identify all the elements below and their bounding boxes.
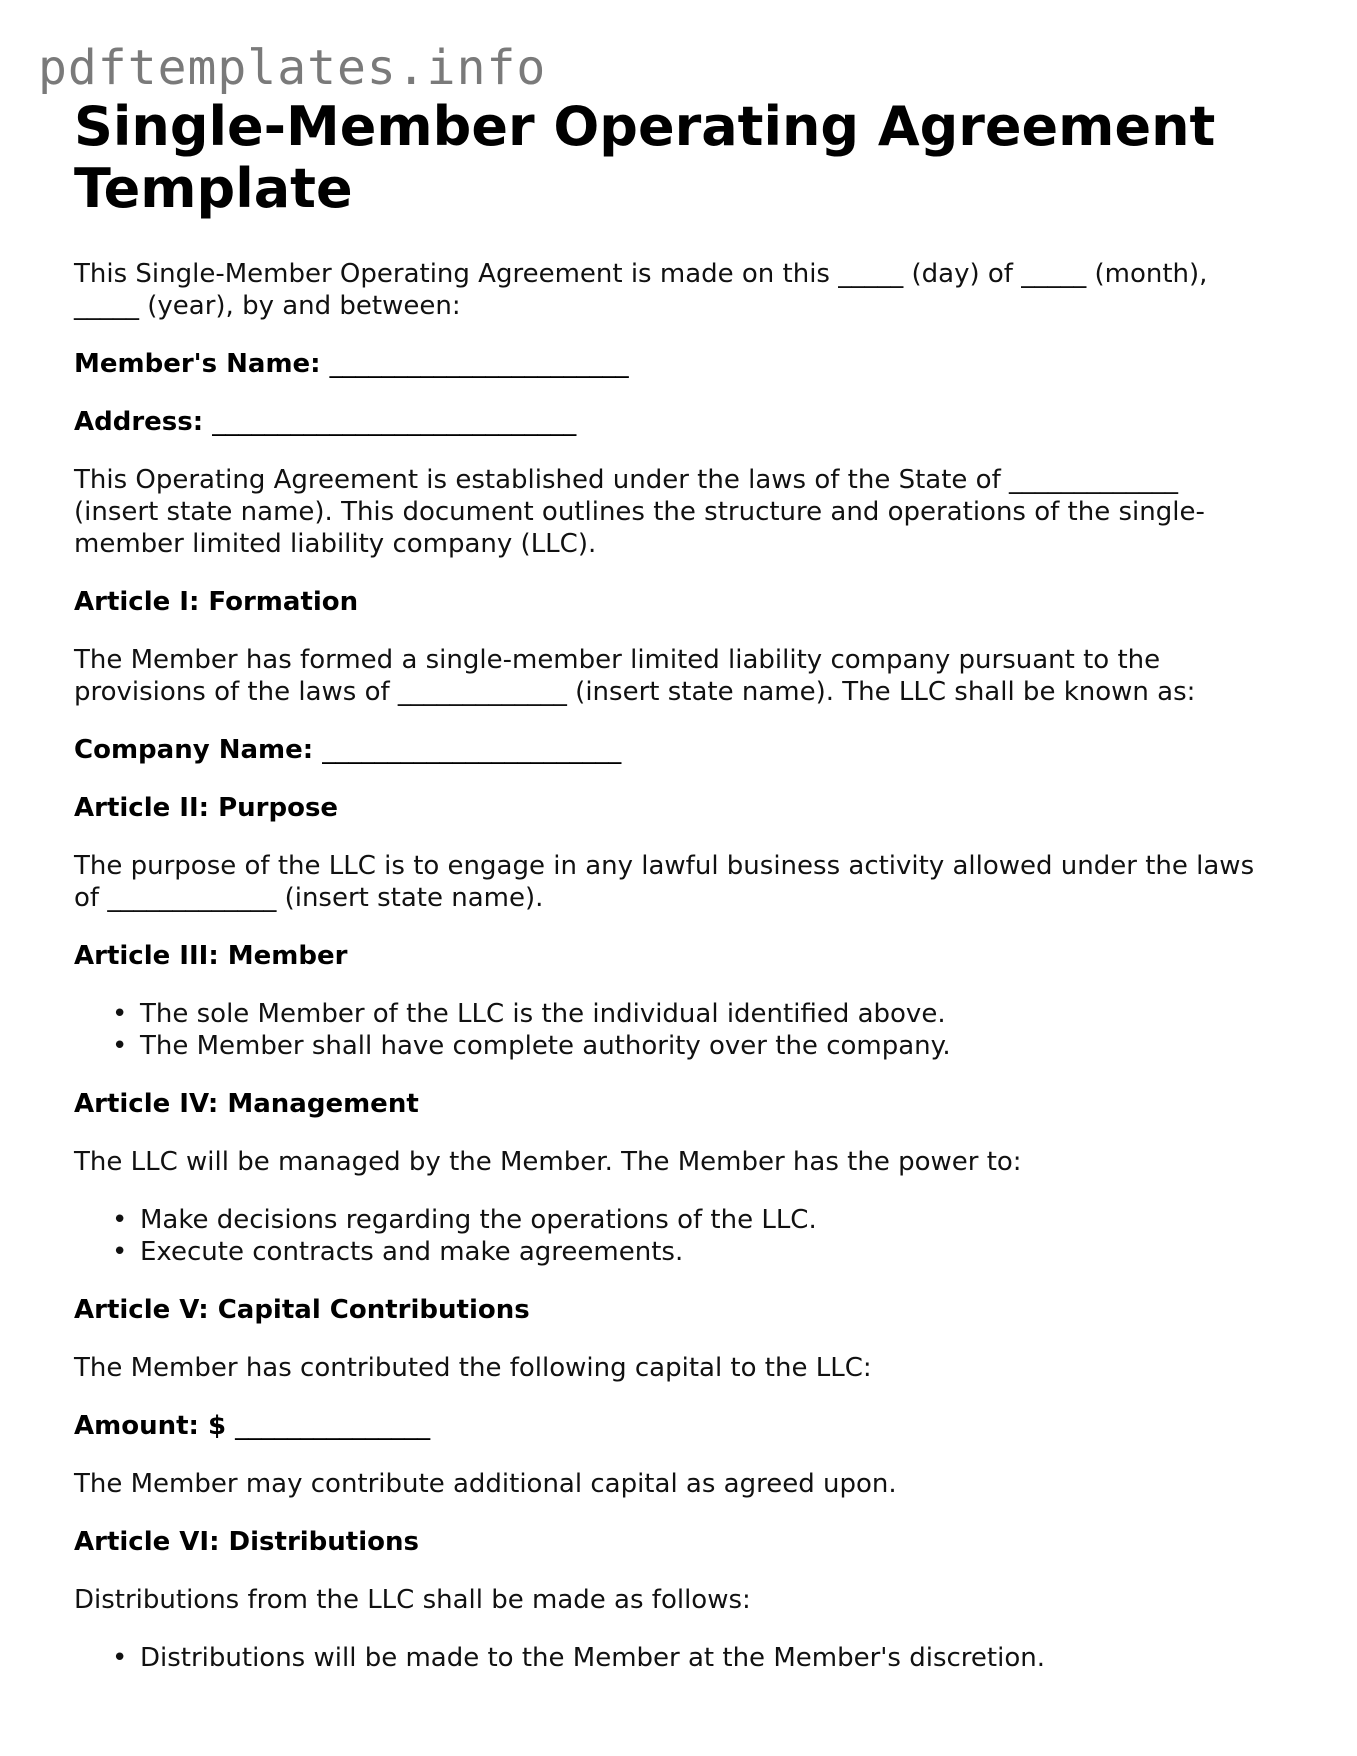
article-4-paragraph: The LLC will be managed by the Member. The Member has the power to: [74, 1147, 1022, 1177]
list-item-text: The Member shall have complete authority over the company. [140, 1031, 951, 1061]
title-line-1: Single-Member Operating Agreement [74, 95, 1216, 158]
address-blank: ____________________________ [212, 407, 577, 437]
article-5-paragraph: The Member has contributed the following capital to the LLC: [74, 1353, 872, 1383]
list-item-text: Distributions will be made to the Member at the Member's discretion. [140, 1643, 1045, 1673]
article-5-heading: Article V: Capital Contributions [74, 1295, 530, 1325]
article-6-list [74, 1642, 1274, 1674]
list-item [112, 1030, 1274, 1062]
law-line-2: (insert state name). This document outlines the structure and operations of the single- [74, 497, 1205, 527]
article-6-paragraph: Distributions from the LLC shall be made as follows: [74, 1585, 751, 1615]
article-2-paragraph [74, 850, 1274, 914]
article-3-list [74, 998, 1274, 1062]
address-label: Address: [74, 407, 204, 437]
governing-law-paragraph [74, 464, 1274, 560]
address-field [74, 406, 1274, 438]
article-1-paragraph [74, 644, 1274, 708]
bullet-icon: • [112, 999, 128, 1029]
law-line-3: member limited liability company (LLC). [74, 529, 597, 559]
article-2-heading: Article II: Purpose [74, 793, 339, 823]
bullet-icon: • [112, 1643, 128, 1673]
amount-blank: _______________ [235, 1411, 431, 1441]
article-4-list [74, 1204, 1274, 1268]
article-2-line-1: The purpose of the LLC is to engage in any lawful business activity allowed under the laws [74, 851, 1255, 881]
article-3-heading: Article III: Member [74, 941, 348, 971]
list-item [112, 1204, 1274, 1236]
company-name-label: Company Name: [74, 735, 314, 765]
company-name-field [74, 734, 1274, 766]
page-title [74, 96, 1274, 220]
article-4-heading: Article IV: Management [74, 1089, 419, 1119]
list-item [112, 998, 1274, 1030]
intro-line-1: This Single-Member Operating Agreement is made on this _____ (day) of _____ (month), [74, 259, 1208, 289]
article-1-line-1: The Member has formed a single-member limited liability company pursuant to the [74, 645, 1161, 675]
bullet-icon: • [112, 1031, 128, 1061]
bullet-icon: • [112, 1205, 128, 1235]
bullet-icon: • [112, 1237, 128, 1267]
company-name-blank: _______________________ [322, 735, 622, 765]
article-2-line-2: of _____________ (insert state name). [74, 883, 544, 913]
amount-field [74, 1410, 1274, 1442]
article-5-paragraph-2: The Member may contribute additional capital as agreed upon. [74, 1469, 897, 1499]
document-page [74, 96, 1274, 1674]
article-1-heading: Article I: Formation [74, 587, 359, 617]
intro-paragraph [74, 258, 1274, 322]
member-name-field [74, 348, 1274, 380]
list-item-text: The sole Member of the LLC is the individual identified above. [140, 999, 946, 1029]
title-line-2: Template [74, 157, 353, 220]
article-1-line-2: provisions of the laws of _____________ (insert state name). The LLC shall be known as: [74, 677, 1196, 707]
watermark-logo: pdftemplates.info [38, 40, 547, 96]
member-name-label: Member's Name: [74, 349, 321, 379]
member-name-blank: _______________________ [329, 349, 629, 379]
list-item [112, 1642, 1274, 1674]
list-item [112, 1236, 1274, 1268]
amount-label: Amount: $ [74, 1411, 227, 1441]
article-6-heading: Article VI: Distributions [74, 1527, 419, 1557]
intro-line-2: _____ (year), by and between: [74, 291, 461, 321]
list-item-text: Make decisions regarding the operations of the LLC. [140, 1205, 817, 1235]
list-item-text: Execute contracts and make agreements. [140, 1237, 684, 1267]
law-line-1: This Operating Agreement is established under the laws of the State of _____________ [74, 465, 1178, 495]
